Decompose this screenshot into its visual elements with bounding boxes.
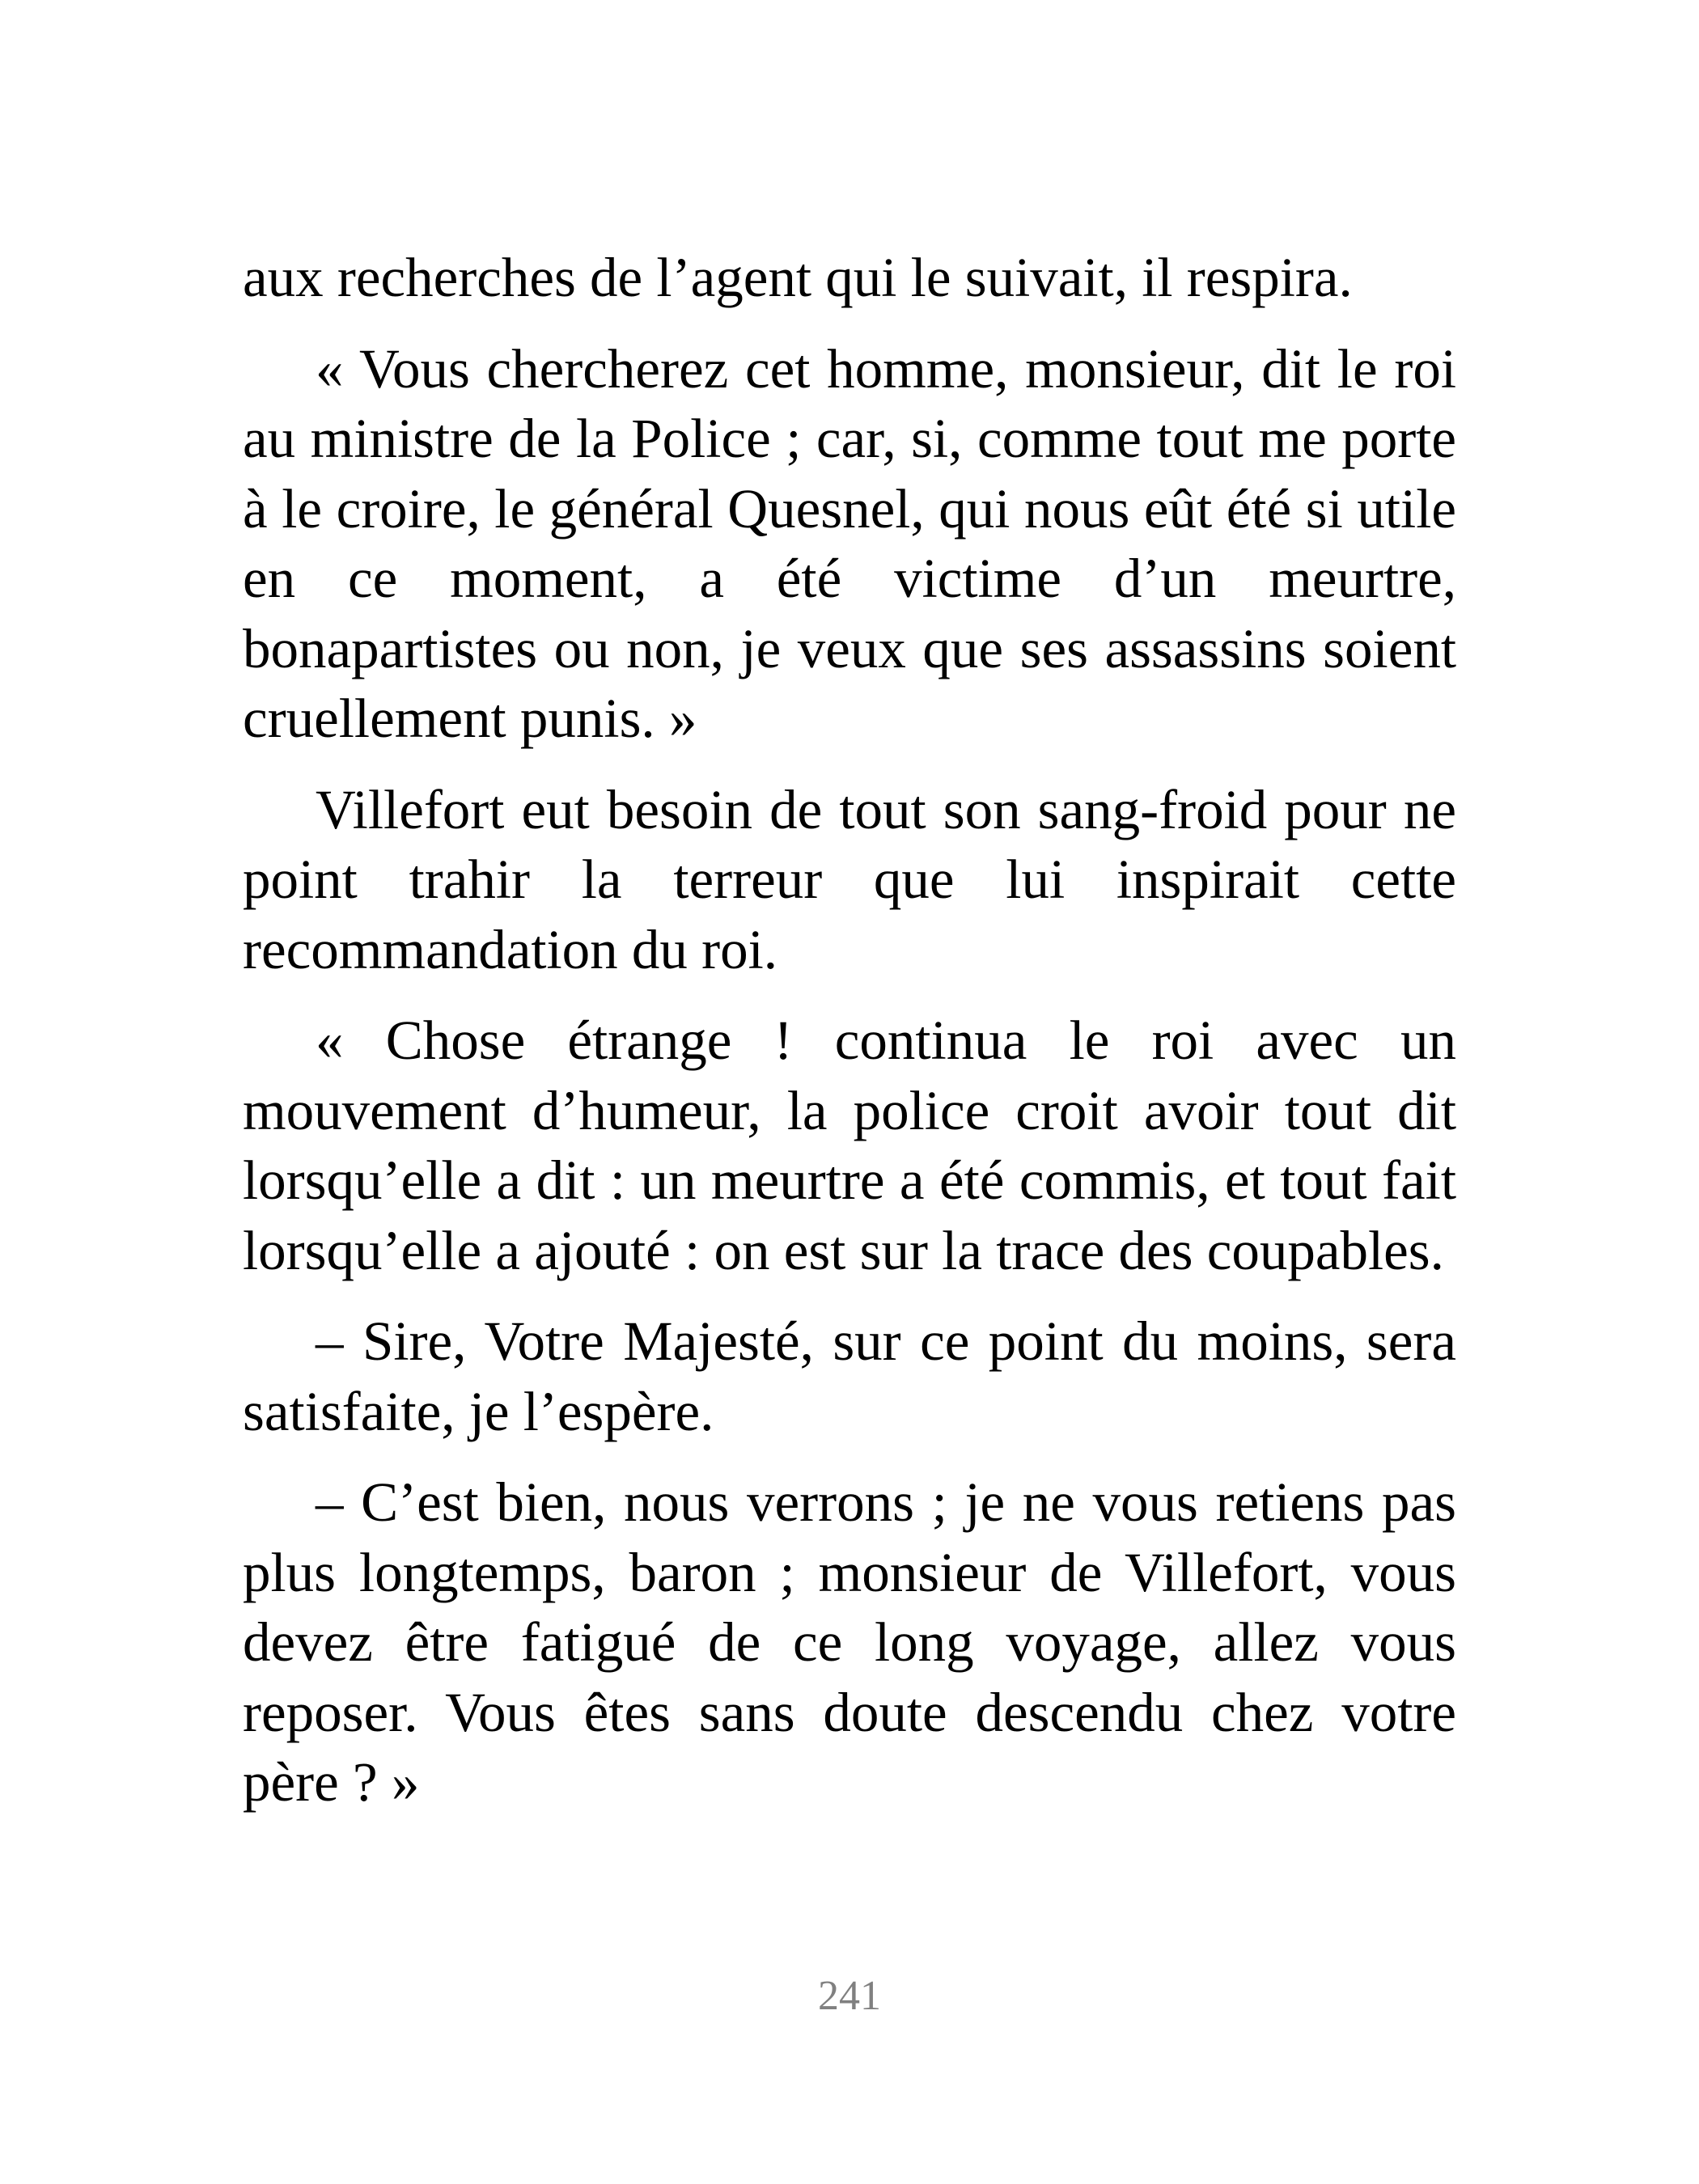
paragraph-king-orders-search: « Vous chercherez cet homme, monsieur, dit le roi au ministre de la Police ; car, si, comme tout me porte à le croire, le général Quesnel, qui nous eût été si utile en ce moment, a été victime d’un meurtre, bonapartistes ou non, je veux que ses assassins soient cruellement punis. » (243, 337, 1456, 749)
paragraph-villefort-composure: Villefort eut besoin de tout son sang-froid pour ne point trahir la terreur que lui inspirait cette recommandation du roi. (243, 778, 1456, 980)
page-number: 241 (818, 1973, 881, 2019)
paragraph-minister-reply: – Sire, Votre Majesté, sur ce point du moins, sera satisfaite, je l’espère. (243, 1310, 1456, 1442)
paragraph-king-complains-police: « Chose étrange ! continua le roi avec un mouvement d’humeur, la police croit avoir tout dit lorsqu’elle a dit : un meurtre a été commis, et tout fait lorsqu’elle a ajouté : on est sur la trace des coupables. (243, 1009, 1456, 1281)
paragraph-continuation: aux recherches de l’agent qui le suivait, il respira. (243, 247, 1353, 308)
body-text (243, 243, 1456, 1818)
paragraph-king-dismisses: – C’est bien, nous verrons ; je ne vous retiens pas plus longtemps, baron ; monsieur de Villefort, vous devez être fatigué de ce long voyage, allez vous reposer. Vous êtes sans doute descendu chez votre père ? » (243, 1471, 1456, 1813)
